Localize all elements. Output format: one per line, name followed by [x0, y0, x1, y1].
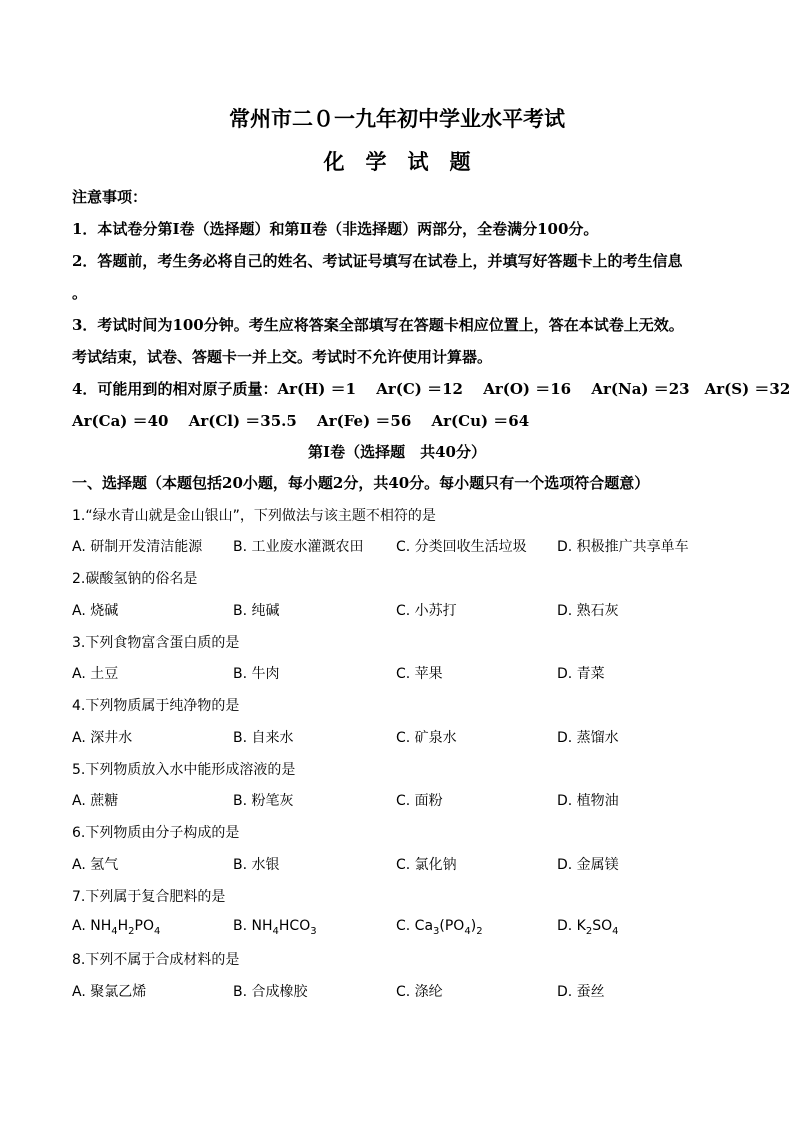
option-d[interactable]: D. 蚕丝	[557, 984, 605, 1000]
option-c[interactable]: C. 小苏打	[396, 603, 457, 619]
question-stem: 5.下列物质放入水中能形成溶液的是	[72, 762, 296, 778]
options-row	[0, 854, 794, 878]
option-b[interactable]: B. 牛肉	[233, 666, 280, 682]
option-b[interactable]: B. 纯碱	[233, 603, 280, 619]
option-a[interactable]: A. 氢气	[72, 857, 119, 873]
option-a[interactable]: A. 烧碱	[72, 603, 119, 619]
note-3: 3．考试时间为100分钟。考生应将答案全部填写在答题卡相应位置上，答在本试卷上无效。	[72, 316, 684, 334]
subject-title: 化 学 试 题	[323, 149, 471, 174]
note-2: 2．答题前，考生务必将自己的姓名、考试证号填写在试卷上，并填写好答题卡上的考生信息	[72, 252, 683, 270]
option-d[interactable]: D. 蒸馏水	[557, 730, 619, 746]
exam-title: 常州市二０一九年初中学业水平考试	[229, 106, 565, 131]
option-b[interactable]: B. 自来水	[233, 730, 294, 746]
option-b[interactable]: B. $NH_4HCO_3$	[233, 918, 317, 937]
option-d[interactable]: D. 熟石灰	[557, 603, 619, 619]
question-stem: 4.下列物质属于纯净物的是	[72, 698, 240, 714]
question-stem: 7.下列属于复合肥料的是	[72, 889, 226, 905]
option-b[interactable]: B. 合成橡胶	[233, 984, 308, 1000]
options-row	[0, 727, 794, 751]
question-stem: 1.“绿水青山就是金山银山”，下列做法与该主题不相符的是	[72, 508, 436, 524]
question-stem: 2.碳酸氢钠的俗名是	[72, 571, 198, 587]
note-1: 1．本试卷分第Ⅰ卷（选择题）和第Ⅱ卷（非选择题）两部分，全卷满分100分。	[72, 220, 599, 238]
question-stem: 8.下列不属于合成材料的是	[72, 952, 240, 968]
option-d[interactable]: D. 青菜	[557, 666, 605, 682]
option-c[interactable]: C. $Ca_3(PO_4)_2$	[396, 918, 483, 937]
notes-heading: 注意事项：	[72, 188, 148, 206]
options-row	[0, 663, 794, 687]
question-stem: 3.下列食物富含蛋白质的是	[72, 635, 240, 651]
options-row	[0, 790, 794, 814]
options-row	[0, 600, 794, 624]
option-a[interactable]: A. 蔗糖	[72, 793, 119, 809]
options-row	[0, 918, 794, 942]
option-b[interactable]: B. 工业废水灌溉农田	[233, 539, 364, 555]
question-stem: 6.下列物质由分子构成的是	[72, 825, 240, 841]
options-row	[0, 536, 794, 560]
note-3-cont: 考试结束，试卷、答题卡一并上交。考试时不允许使用计算器。	[72, 348, 493, 366]
option-c[interactable]: C. 氯化钠	[396, 857, 457, 873]
option-a[interactable]: A. $NH_4H_2PO_4$	[72, 918, 161, 937]
option-c[interactable]: C. 矿泉水	[396, 730, 457, 746]
option-a[interactable]: A. 深井水	[72, 730, 133, 746]
option-d[interactable]: D. $K_2SO_4$	[557, 918, 619, 937]
note-4: 4．可能用到的相对原子质量：Ar(H) ＝1 Ar(C) ＝12 Ar(O) ＝16 Ar(Na) ＝23 Ar(S) ＝32	[72, 380, 791, 398]
options-row	[0, 981, 794, 1005]
option-a[interactable]: A. 聚氯乙烯	[72, 984, 147, 1000]
option-b[interactable]: B. 水银	[233, 857, 280, 873]
option-c[interactable]: C. 涤纶	[396, 984, 443, 1000]
part-title: 第Ⅰ卷（选择题 共40分）	[308, 443, 486, 461]
section-heading: 一、选择题（本题包括20小题，每小题2分，共40分。每小题只有一个选项符合题意）	[72, 474, 650, 492]
option-d[interactable]: D. 金属镁	[557, 857, 619, 873]
option-a[interactable]: A. 土豆	[72, 666, 119, 682]
note-2-end: 。	[72, 284, 88, 302]
option-a[interactable]: A. 研制开发清洁能源	[72, 539, 203, 555]
option-c[interactable]: C. 分类回收生活垃圾	[396, 539, 527, 555]
option-d[interactable]: D. 植物油	[557, 793, 619, 809]
option-d[interactable]: D. 积极推广共享单车	[557, 539, 689, 555]
note-4-cont: Ar(Ca) ＝40 Ar(Cl) ＝35.5 Ar(Fe) ＝56 Ar(Cu) ＝64	[72, 412, 530, 430]
option-b[interactable]: B. 粉笔灰	[233, 793, 294, 809]
option-c[interactable]: C. 面粉	[396, 793, 443, 809]
option-c[interactable]: C. 苹果	[396, 666, 443, 682]
